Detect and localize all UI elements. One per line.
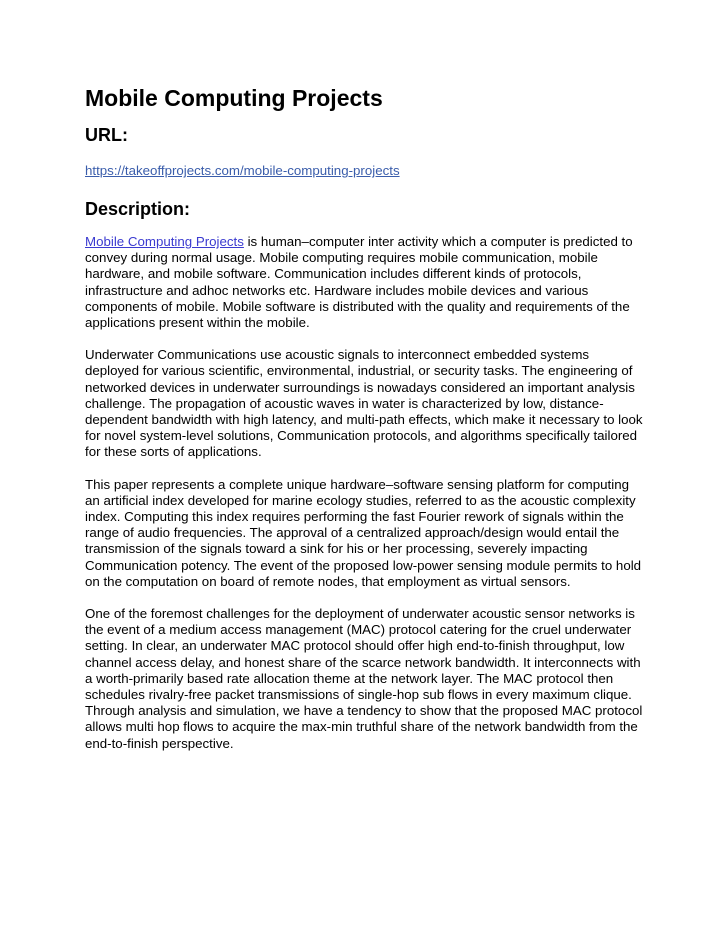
description-heading: Description: — [85, 199, 191, 219]
paragraph-1 — [85, 234, 645, 331]
paragraph-4: One of the foremost challenges for the deployment of underwater acoustic sensor networks is the event of a medium access management (MAC) protocol catering for the cruel underwater setting. In clear, an underwater MAC protocol should offer high end-to-finish throughput, low channel access delay, and honest share of the scarce network bandwidth. It interconnects with a worth-primarily based rate allocation theme at the network layer. The MAC protocol then schedules rivalry-free packet transmissions of single-hop sub flows in every maximum clique. Through analysis and simulation, we have a tendency to show that the proposed MAC protocol allows multi hop flows to acquire the max-min truthful share of the network bandwidth from the end-to-finish perspective. — [85, 606, 643, 751]
url-link[interactable]: https://takeoffprojects.com/mobile-computing-projects — [85, 163, 400, 178]
paragraph-2: Underwater Communications use acoustic signals to interconnect embedded systems deployed for various scientific, environmental, industrial, or security tasks. The engineering of networked devices in underwater surroundings is nowadays considered an important analysis challenge. The propagation of acoustic waves in water is characterized by low, distance-dependent bandwidth with high latency, and multi-path effects, which make it necessary to look for novel system-level solutions, Communication protocols, and algorithms specifically tailored for these sorts of applications. — [85, 347, 643, 460]
paragraph-1-text: is human–computer inter activity which a computer is predicted to convey during normal usage. Mobile computing requires mobile communication, mobile hardware, and mobile software. Communication includes different kinds of protocols, infrastructure and adhoc networks etc. Hardware includes mobile devices and various components of mobile. Mobile software is distributed with the quality and requirements of the applications present within the mobile. — [85, 234, 633, 331]
paragraph-3: This paper represents a complete unique hardware–software sensing platform for computing an artificial index developed for marine ecology studies, referred to as the acoustic complexity index. Computing this index requires performing the fast Fourier rework of signals within the range of audio frequencies. The approval of a centralized approach/design would entail the transmission of the signals toward a sink for his or her processing, severely impacting Communication potency. The event of the proposed low-power sensing module permits to hold on the computation on board of remote nodes, that employment as virtual sensors. — [85, 476, 642, 589]
url-line — [85, 163, 660, 179]
url-heading: URL: — [85, 125, 128, 145]
mobile-computing-projects-link[interactable]: Mobile Computing Projects — [85, 234, 244, 249]
page-title: Mobile Computing Projects — [85, 85, 383, 111]
